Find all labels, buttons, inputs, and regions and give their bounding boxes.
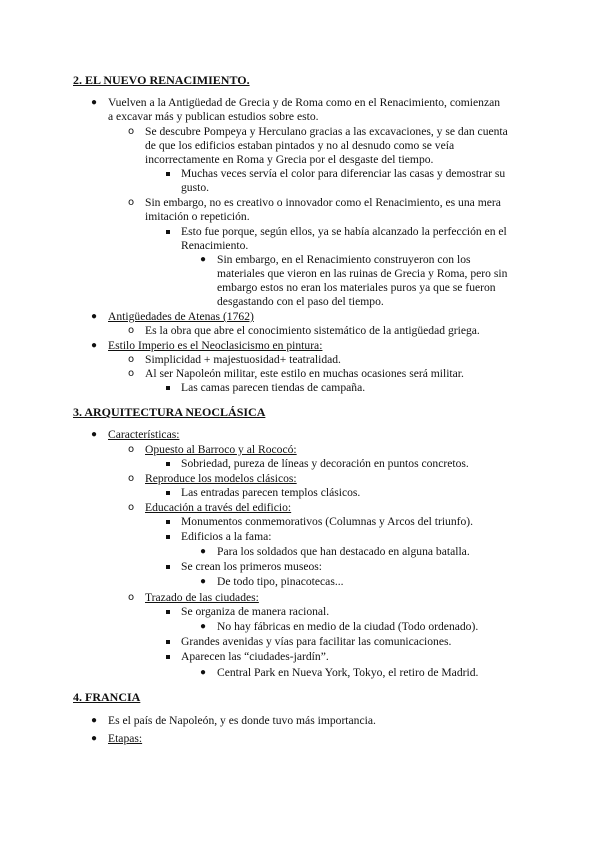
list-item-text: materiales que vieron en las ruinas de Grecia y Roma, pero sin <box>217 267 508 280</box>
square-bullet-icon <box>166 172 170 176</box>
circle-bullet-icon: o <box>128 197 135 208</box>
square-bullet-icon <box>166 535 170 539</box>
list-item-text: Educación a través del edificio: <box>145 501 292 514</box>
list-item-text: Se organiza de manera racional. <box>181 605 330 618</box>
square-bullet-icon <box>166 491 170 495</box>
section-title-francia: 4. FRANCIA <box>73 690 141 704</box>
bullet-icon: ● <box>200 576 207 587</box>
bullet-icon: ● <box>91 715 98 726</box>
circle-bullet-icon: o <box>128 325 135 336</box>
square-bullet-icon <box>166 386 170 390</box>
list-item-text: Reproduce los modelos clásicos: <box>145 472 297 485</box>
square-bullet-icon <box>166 520 170 524</box>
bullet-icon: ● <box>91 311 98 322</box>
square-bullet-icon <box>166 640 170 644</box>
list-item-text: Simplicidad + majestuosidad+ teatralidad. <box>145 353 341 366</box>
list-item-text: Sin embargo, no es creativo o innovador como el Renacimiento, es una mera <box>145 196 501 209</box>
bullet-icon: ● <box>200 667 207 678</box>
list-item-text: Características: <box>108 428 180 441</box>
bullet-icon: ● <box>200 254 207 265</box>
list-item-text: imitación o repetición. <box>145 210 250 223</box>
list-item-text: De todo tipo, pinacotecas... <box>217 575 344 588</box>
list-item-text: Renacimiento. <box>181 239 249 252</box>
section-title-nuevo-renacimiento: 2. EL NUEVO RENACIMIENTO. <box>73 73 250 87</box>
list-item-text: Trazado de las ciudades: <box>145 591 259 604</box>
list-item-text: a excavar más y publican estudios sobre esto. <box>108 110 319 123</box>
bullet-icon: ● <box>91 340 98 351</box>
list-item-text: No hay fábricas en medio de la ciudad (Todo ordenado). <box>217 620 479 633</box>
square-bullet-icon <box>166 230 170 234</box>
list-item-text: Las entradas parecen templos clásicos. <box>181 486 361 499</box>
bullet-icon: ● <box>200 621 207 632</box>
circle-bullet-icon: o <box>128 473 135 484</box>
list-item-text: Muchas veces servía el color para diferenciar las casas y demostrar su <box>181 167 506 180</box>
square-bullet-icon <box>166 565 170 569</box>
list-item-text: Se descubre Pompeya y Herculano gracias a las excavaciones, y se dan cuenta <box>145 125 508 138</box>
list-item-text: gusto. <box>181 181 210 194</box>
list-item-text: de que los edificios estaban pintados y no al desnudo como se veía <box>145 139 455 152</box>
list-item-text: Sobriedad, pureza de líneas y decoración en puntos concretos. <box>181 457 469 470</box>
square-bullet-icon <box>166 610 170 614</box>
bullet-icon: ● <box>91 97 98 108</box>
list-item-text: embargo estos no eran los materiales puros ya que se fueron <box>217 281 496 294</box>
list-item-text: Estilo Imperio es el Neoclasicismo en pintura: <box>108 339 323 352</box>
list-item-text: incorrectamente en Roma y Grecia por el desgaste del tiempo. <box>145 153 434 166</box>
list-item-text: Aparecen las “ciudades-jardín”. <box>181 650 329 663</box>
list-item-text: Las camas parecen tiendas de campaña. <box>181 381 366 394</box>
list-item-text: Al ser Napoleón militar, este estilo en muchas ocasiones será militar. <box>145 367 464 380</box>
circle-bullet-icon: o <box>128 592 135 603</box>
list-item-text: Es la obra que abre el conocimiento sistemático de la antigüedad griega. <box>145 324 480 337</box>
list-item-text: Vuelven a la Antigüedad de Grecia y de Roma como en el Renacimiento, comienzan <box>108 96 501 109</box>
bullet-icon: ● <box>91 733 98 744</box>
list-item-text: Etapas: <box>108 732 143 745</box>
list-item-text: Grandes avenidas y vías para facilitar las comunicaciones. <box>181 635 452 648</box>
circle-bullet-icon: o <box>128 368 135 379</box>
list-item-text: Opuesto al Barroco y al Rococó: <box>145 443 297 456</box>
list-item-text: Se crean los primeros museos: <box>181 560 323 573</box>
list-item-text: Esto fue porque, según ellos, ya se había alcanzado la perfección en el <box>181 225 507 238</box>
list-item-text: Para los soldados que han destacado en alguna batalla. <box>217 545 470 558</box>
section-title-arquitectura-neoclasica: 3. ARQUITECTURA NEOCLÁSICA <box>73 405 266 419</box>
list-item-text: Antigüedades de Atenas (1762) <box>108 310 254 323</box>
circle-bullet-icon: o <box>128 444 135 455</box>
circle-bullet-icon: o <box>128 126 135 137</box>
square-bullet-icon <box>166 462 170 466</box>
list-item-text: Central Park en Nueva York, Tokyo, el retiro de Madrid. <box>217 666 479 679</box>
square-bullet-icon <box>166 655 170 659</box>
list-item-text: desgastando con el paso del tiempo. <box>217 295 384 308</box>
list-item-text: Sin embargo, en el Renacimiento construyeron con los <box>217 253 471 266</box>
bullet-icon: ● <box>200 546 207 557</box>
circle-bullet-icon: o <box>128 502 135 513</box>
circle-bullet-icon: o <box>128 354 135 365</box>
list-item-text: Edificios a la fama: <box>181 530 272 543</box>
list-item-text: Monumentos conmemorativos (Columnas y Arcos del triunfo). <box>181 515 474 528</box>
list-item-text: Es el país de Napoleón, y es donde tuvo más importancia. <box>108 714 376 727</box>
bullet-icon: ● <box>91 429 98 440</box>
